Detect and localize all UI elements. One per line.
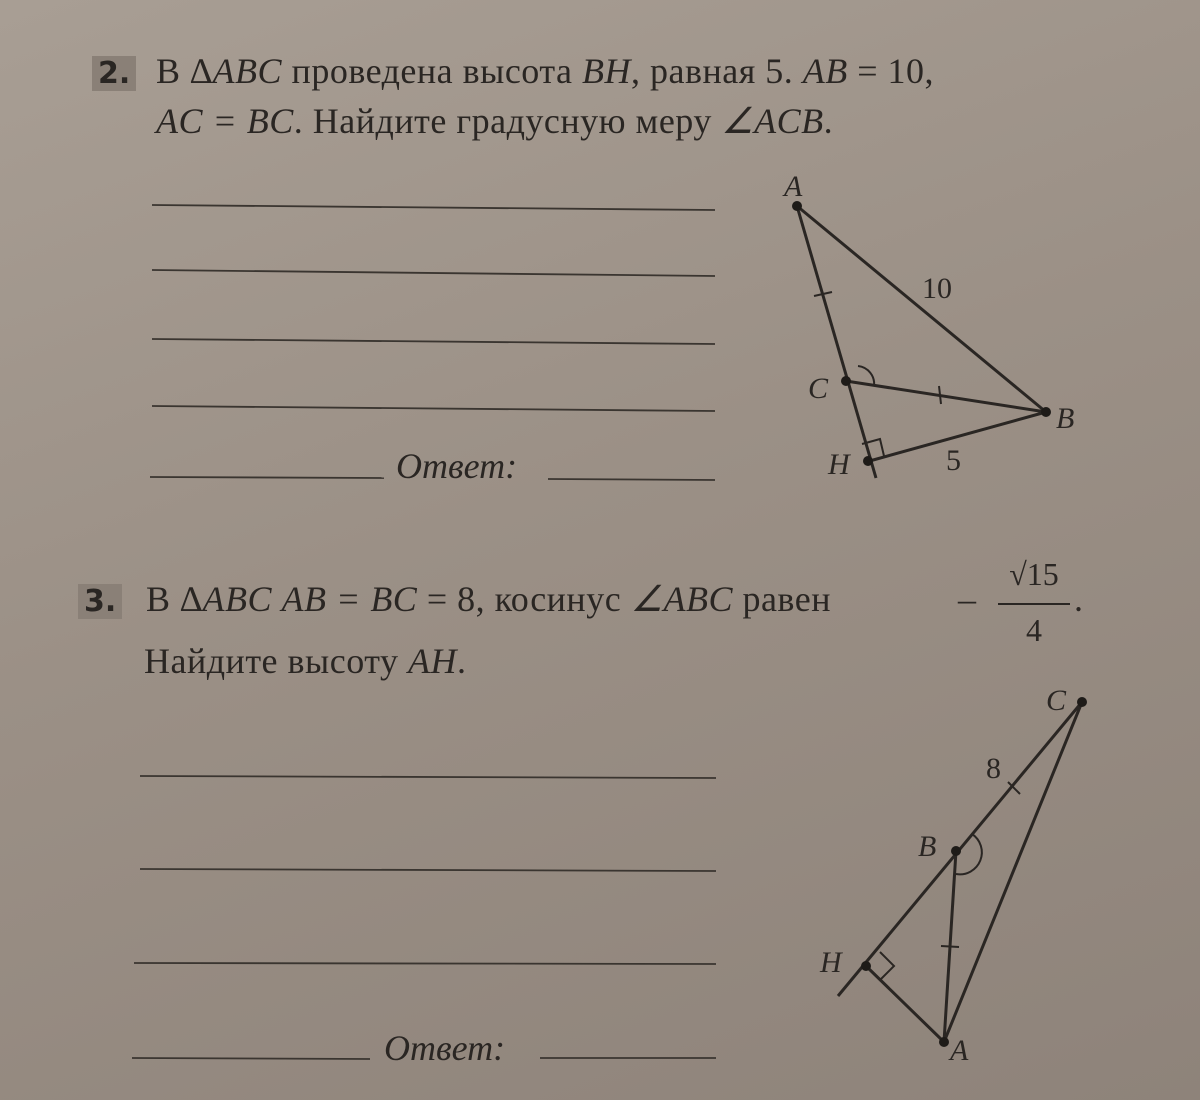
problem-2-figure — [782, 170, 1074, 481]
p2-label-h: H — [828, 448, 850, 481]
p2-label-b: B — [1056, 402, 1075, 435]
p3-write-line-2 — [140, 869, 716, 871]
p3-point-c — [1077, 697, 1087, 707]
problem-3-figure — [819, 684, 1087, 1067]
problem-3-answer-lines — [132, 776, 716, 1059]
problem-3-minus: – — [958, 579, 977, 619]
p3-l1-tri: ∆ABC — [180, 579, 273, 619]
p2-answer-line-left — [150, 477, 384, 478]
p2-side-ac-extended — [797, 206, 876, 478]
p2-point-h — [863, 456, 873, 466]
p3-right-angle-mark — [880, 952, 894, 980]
p2-write-line-2 — [152, 270, 715, 276]
p2-label-c: C — [808, 372, 829, 405]
p2-l1-bh: BH — [581, 51, 631, 91]
p2-l2-post: . Найдите градусную меру — [293, 101, 722, 141]
p2-l1-post: , равная 5. — [630, 51, 803, 91]
p3-l1-mid: = 8, косинус — [417, 579, 631, 619]
p2-l1-tri: ∆ABC — [190, 51, 283, 91]
p3-l1-eq: AB = BC — [281, 579, 418, 619]
p2-l2-acbc: AC = BC — [156, 101, 294, 141]
p3-label-b: B — [918, 830, 937, 863]
p2-l1-mid: проведена высота — [282, 51, 582, 91]
p3-answer-line-left — [132, 1058, 370, 1059]
p2-l1-pre: В — [156, 51, 191, 91]
p3-label-h: H — [820, 946, 842, 979]
p3-point-a — [939, 1037, 949, 1047]
problem-2-answer-lines — [150, 205, 715, 480]
p2-answer-line-right — [548, 479, 715, 480]
problem-2-number: 2. — [92, 56, 136, 91]
p3-write-line-1 — [140, 776, 716, 778]
p3-l1-angle: ∠ABC — [630, 579, 733, 619]
p3-label-bc-length: 8 — [986, 752, 1001, 785]
p3-l2-ah: AH — [407, 641, 457, 681]
p2-write-line-4 — [152, 406, 715, 411]
problem-3-answer-label: Ответ: — [384, 1028, 506, 1068]
p2-label-a: A — [784, 170, 803, 203]
p2-point-c — [841, 376, 851, 386]
p3-l1-post: равен — [732, 579, 831, 619]
p3-height-ah — [866, 966, 944, 1042]
problem-3-fraction-numerator: √15 — [1009, 556, 1059, 592]
p3-l2-end: . — [456, 641, 467, 681]
p2-write-line-3 — [152, 339, 715, 344]
p3-label-c: C — [1046, 684, 1067, 717]
p3-write-line-3 — [134, 963, 716, 964]
problem-3-fraction-end: . — [1074, 579, 1084, 619]
p2-l1-ab: AB — [802, 51, 848, 91]
p2-point-b — [1041, 407, 1051, 417]
p2-tick-cb — [939, 386, 941, 404]
p3-tick-ba — [941, 946, 959, 947]
p3-l2-pre: Найдите высоту — [144, 641, 408, 681]
p3-l1-pre: В — [146, 579, 181, 619]
p3-point-b — [951, 846, 961, 856]
p2-side-ab — [797, 206, 1046, 412]
p2-l2-end: . — [823, 101, 834, 141]
p2-l1-end: = 10, — [847, 51, 935, 91]
p2-label-ab-length: 10 — [922, 272, 952, 305]
p3-point-h — [861, 961, 871, 971]
p3-label-a: A — [950, 1034, 969, 1067]
problem-2-answer-label: Ответ: — [396, 446, 518, 486]
problem-3-number: 3. — [78, 584, 122, 619]
p2-write-line-1 — [152, 205, 715, 210]
problem-3-fraction-denominator: 4 — [1026, 612, 1042, 648]
p3-side-ac — [944, 702, 1082, 1042]
p2-l2-angle: ∠ACB — [721, 101, 824, 141]
p2-label-bh-length: 5 — [946, 444, 961, 477]
